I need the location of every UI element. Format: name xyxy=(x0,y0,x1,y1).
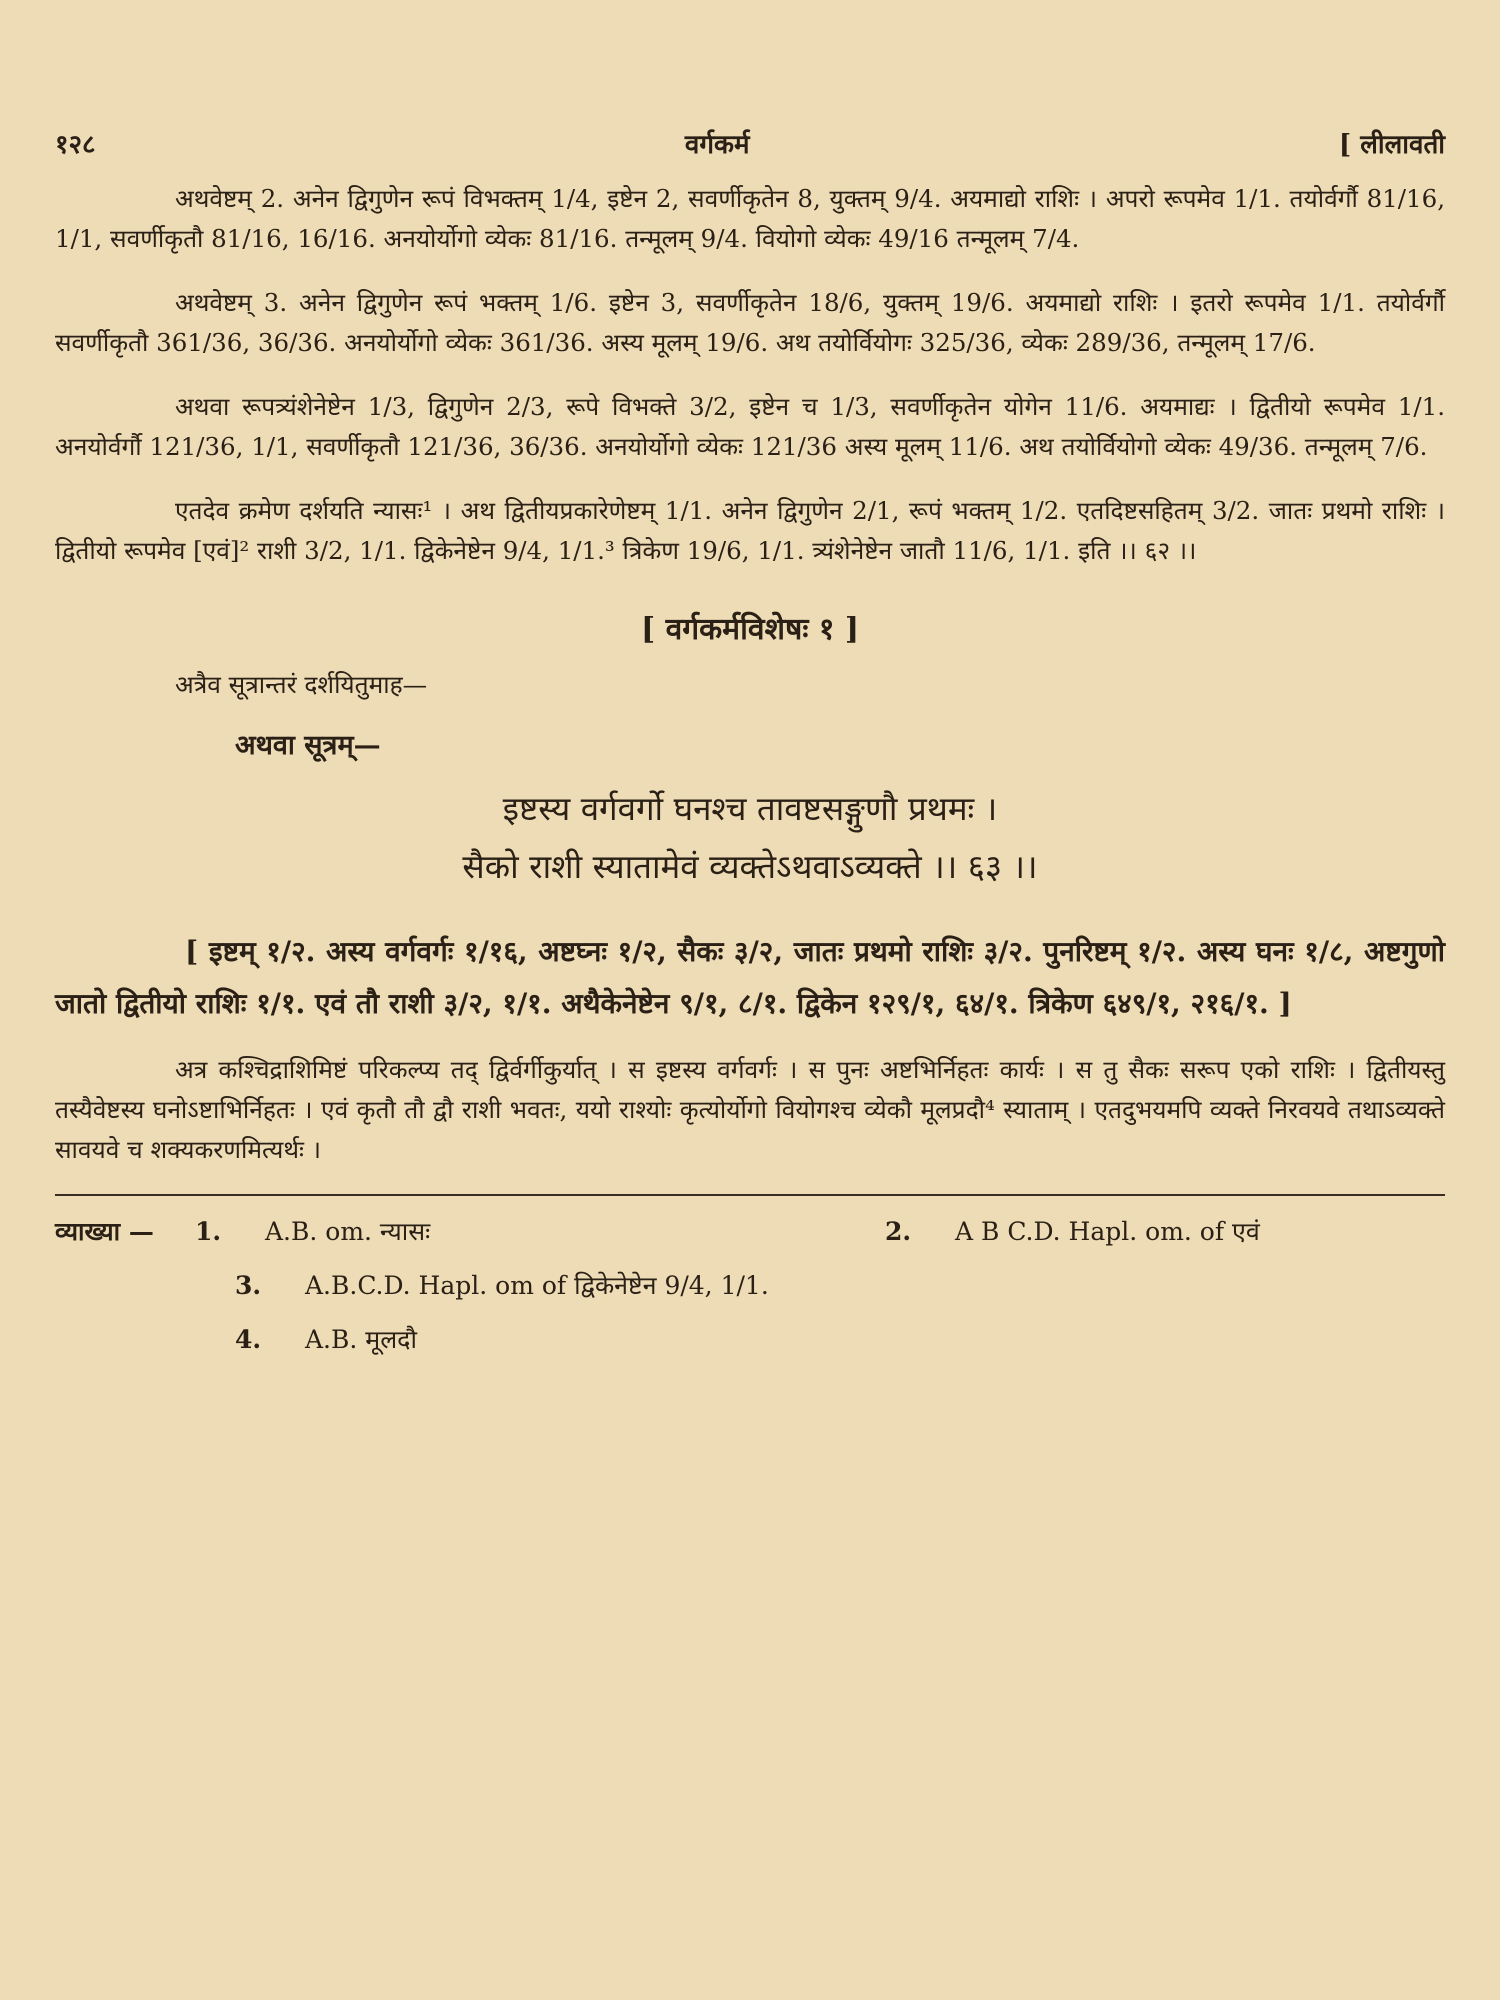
paragraph-2: अथवेष्टम् 3. अनेन द्विगुणेन रूपं भक्तम् 1/6. इष्टेन 3, सवर्णीकृतेन 18/6, युक्तम् 19/6. अयमाद्यो राशिः । इतरो रूपमेव 1/1. तयोर्वर्गौ सवर्णीकृतौ 361/36, 36/36. अनयोर्योगो व्येकः 361/36. अस्य मूलम् 19/6. अथ तयोर्वियोगः 325/36, व्येकः 289/36, तन्मूलम् 17/6. xyxy=(55,288,1445,357)
footnote-3-number: 3. xyxy=(235,1271,262,1300)
book-title: [ लीलावती xyxy=(1338,130,1445,160)
paragraph-3: अथवा रूपत्र्यंशेनेष्टेन 1/3, द्विगुणेन 2/3, रूपे विभक्ते 3/2, इष्टेन च 1/3, सवर्णीकृतेन योगेन 11/6. अयमाद्यः । द्वितीयो रूपमेव 1/1. अनयोर्वर्गौ 121/36, 1/1, सवर्णीकृतौ 121/36, 36/36. अनयोर्योगो व्येकः 121/36 अस्य मूलम् 11/6. अथ तयोर्वियोगो व्येकः 49/36. तन्मूलम् 7/6. xyxy=(55,392,1445,461)
page xyxy=(55,125,1445,1376)
verse-line-1: इष्टस्य वर्गवर्गो घनश्च तावष्टसङ्गुणौ प्रथमः । xyxy=(502,789,998,828)
footnote-3 xyxy=(235,1268,1445,1302)
footnote-2-text: A B C.D. Hapl. om. of एवं xyxy=(955,1217,1260,1246)
commentary: अत्र कश्चिद्राशिमिष्टं परिकल्प्य तद् द्विर्वर्गीकुर्यात् । स इष्टस्य वर्गवर्गः । स पुनः अष्टभिर्निहतः कार्यः । स तु सैकः सरूप एको राशिः । द्वितीयस्तु तस्यैवेष्टस्य घनोऽष्टाभिर्निहतः । एवं कृतौ तौ द्वौ राशी भवतः, ययो राश्योः कृत्योर्योगो वियोगश्च व्येकौ मूलप्रदौ⁴ स्याताम् । एतदुभयमपि व्यक्ते निरवयवे तथाऽव्यक्ते सावयवे च शक्यकरणमित्यर्थः । xyxy=(55,1055,1445,1164)
running-title: वर्गकर्म xyxy=(684,130,750,160)
sutra-label: अथवा सूत्रम्— xyxy=(235,730,381,761)
footnote-3-text: A.B.C.D. Hapl. om of द्विकेनेष्टेन 9/4, 1/1. xyxy=(305,1271,769,1300)
verse xyxy=(55,780,1445,896)
verse-line-2: सैको राशी स्यातामेवं व्यक्तेऽथवाऽव्यक्ते ।। ६३ ।। xyxy=(462,847,1038,886)
sub-intro: अत्रैव सूत्रान्तरं दर्शयितुमाह— xyxy=(175,670,428,699)
bracket-explanation: [ इष्टम् १/२. अस्य वर्गवर्गः १/१६, अष्टघ्नः १/२, सैकः ३/२, जातः प्रथमो राशिः ३/२. पुनरिष्टम् १/२. अस्य घनः १/८, अष्टगुणो जातो द्वितीयो राशिः १/१. एवं तौ राशी ३/२, १/१. अथैकेनेष्टेन ९/१, ८/१. द्विकेन १२९/१, ६४/१. त्रिकेण ६४९/१, २१६/१. ] xyxy=(55,935,1445,1020)
footnote-1-text: A.B. om. न्यासः xyxy=(265,1217,431,1246)
footnotes-label: व्याख्या — xyxy=(55,1217,154,1246)
footnote-row-1 xyxy=(55,1214,1445,1248)
footnote-rule xyxy=(55,1194,1445,1196)
page-number: १२८ xyxy=(55,130,96,160)
section-heading: [ वर्गकर्मविशेषः १ ] xyxy=(640,612,860,647)
footnote-1-number: 1. xyxy=(195,1217,222,1246)
paragraph-4: एतदेव क्रमेण दर्शयति न्यासः¹ । अथ द्वितीयप्रकारेणेष्टम् 1/1. अनेन द्विगुणेन 2/1, रूपं भक्तम् 1/2. एतदिष्टसहितम् 3/2. जातः प्रथमो राशिः । द्वितीयो रूपमेव [एवं]² राशी 3/2, 1/1. द्विकेनेष्टेन 9/4, 1/1.³ त्रिकेण 19/6, 1/1. त्र्यंशेनेष्टेन जातौ 11/6, 1/1. इति ।। ६२ ।। xyxy=(55,496,1445,565)
footnote-2-number: 2. xyxy=(885,1217,912,1246)
footnote-4-text: A.B. मूलदौ xyxy=(305,1325,417,1354)
footnote-4-number: 4. xyxy=(235,1325,262,1354)
footnotes xyxy=(55,1214,1445,1356)
footnote-2 xyxy=(885,1214,1445,1248)
footnote-4 xyxy=(235,1322,1445,1356)
paragraph-1: अथवेष्टम् 2. अनेन द्विगुणेन रूपं विभक्तम् 1/4, इष्टेन 2, सवर्णीकृतेन 8, युक्तम् 9/4. अयमाद्यो राशिः । अपरो रूपमेव 1/1. तयोर्वर्गौ 81/16, 1/1, सवर्णीकृतौ 81/16, 16/16. अनयोर्योगो व्येकः 81/16. तन्मूलम् 9/4. वियोगो व्येकः 49/16 तन्मूलम् 7/4. xyxy=(55,184,1445,253)
page-header xyxy=(55,125,1445,161)
footnote-1 xyxy=(195,1214,885,1248)
